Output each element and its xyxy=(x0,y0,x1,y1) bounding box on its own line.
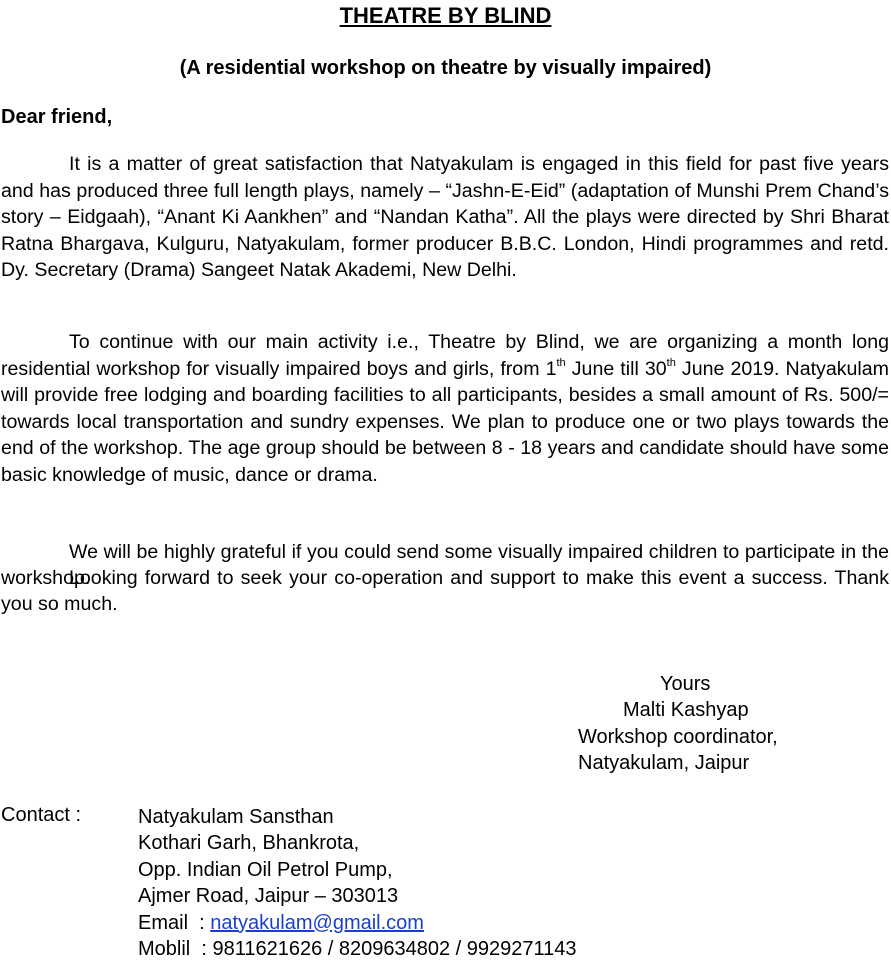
signature-organization: Natyakulam, Jaipur xyxy=(578,752,750,774)
contact-address-line-2: Opp. Indian Oil Petrol Pump, xyxy=(138,858,393,881)
paragraph-closing: Looking forward to seek your co-operation and support to make this event a success. Thank you so much. xyxy=(1,567,889,615)
paragraph-request: We will be highly grateful if you could send some visually impaired children to participate in the workshop. xyxy=(1,541,889,589)
ordinal-suffix-2: th xyxy=(666,356,676,369)
paragraph-workshop-details xyxy=(1,329,889,489)
contact-email-row xyxy=(138,910,577,936)
ordinal-suffix-1: th xyxy=(556,356,566,369)
contact-mobile: Moblil : 9811621626 / 8209634802 / 9929271143 xyxy=(138,938,577,961)
signature-closing: Yours xyxy=(660,673,711,695)
paragraph-workshop-text-2: June till 30 xyxy=(565,357,667,380)
document-title: THEATRE BY BLIND xyxy=(339,3,552,28)
signature-name: Malti Kashyap xyxy=(623,699,749,721)
contact-organization: Natyakulam Sansthan xyxy=(138,806,334,828)
signature-role: Workshop coordinator, xyxy=(578,726,778,748)
contact-label: Contact : xyxy=(1,804,82,826)
contact-email-label: Email : xyxy=(138,911,211,934)
document-subtitle: (A residential workshop on theatre by visually impaired) xyxy=(179,57,712,79)
contact-address-line-3: Ajmer Road, Jaipur – 303013 xyxy=(138,885,399,908)
paragraph-workshop-text-3: June 2019. Natyakulam will provide free lodging and boarding facilities to all participants, besides a small amount of Rs. 500/= towards local transportation and sundry expenses. We plan to produce one or two plays towards the end of the workshop. The age group should be between 8 - 18 years and candidate should have some basic knowledge of music, dance or drama. xyxy=(1,357,889,486)
contact-address-line-1: Kothari Garh, Bhankrota, xyxy=(138,832,360,855)
paragraph-intro: It is a matter of great satisfaction that Natyakulam is engaged in this field for past five years and has produced three full length plays, namely – “Jashn-E-Eid” (adaptation of Munshi Prem Chand’s story – Eidgaah), “Anant Ki Aankhen” and “Nandan Katha”. All the plays were directed by Shri Bharat Ratna Bhargava, Kulguru, Natyakulam, former producer B.B.C. London, Hindi programmes and retd. Dy. Secretary (Drama) Sangeet Natak Akademi, New Delhi. xyxy=(1,153,889,282)
contact-details xyxy=(138,804,577,962)
paragraph-workshop-text-1: To continue with our main activity i.e., Theatre by Blind, we are organizing a month long residential workshop for visually impaired boys and girls, from 1 xyxy=(1,331,889,380)
contact-email-link[interactable]: natyakulam@gmail.com xyxy=(210,911,424,934)
salutation: Dear friend, xyxy=(1,106,113,128)
